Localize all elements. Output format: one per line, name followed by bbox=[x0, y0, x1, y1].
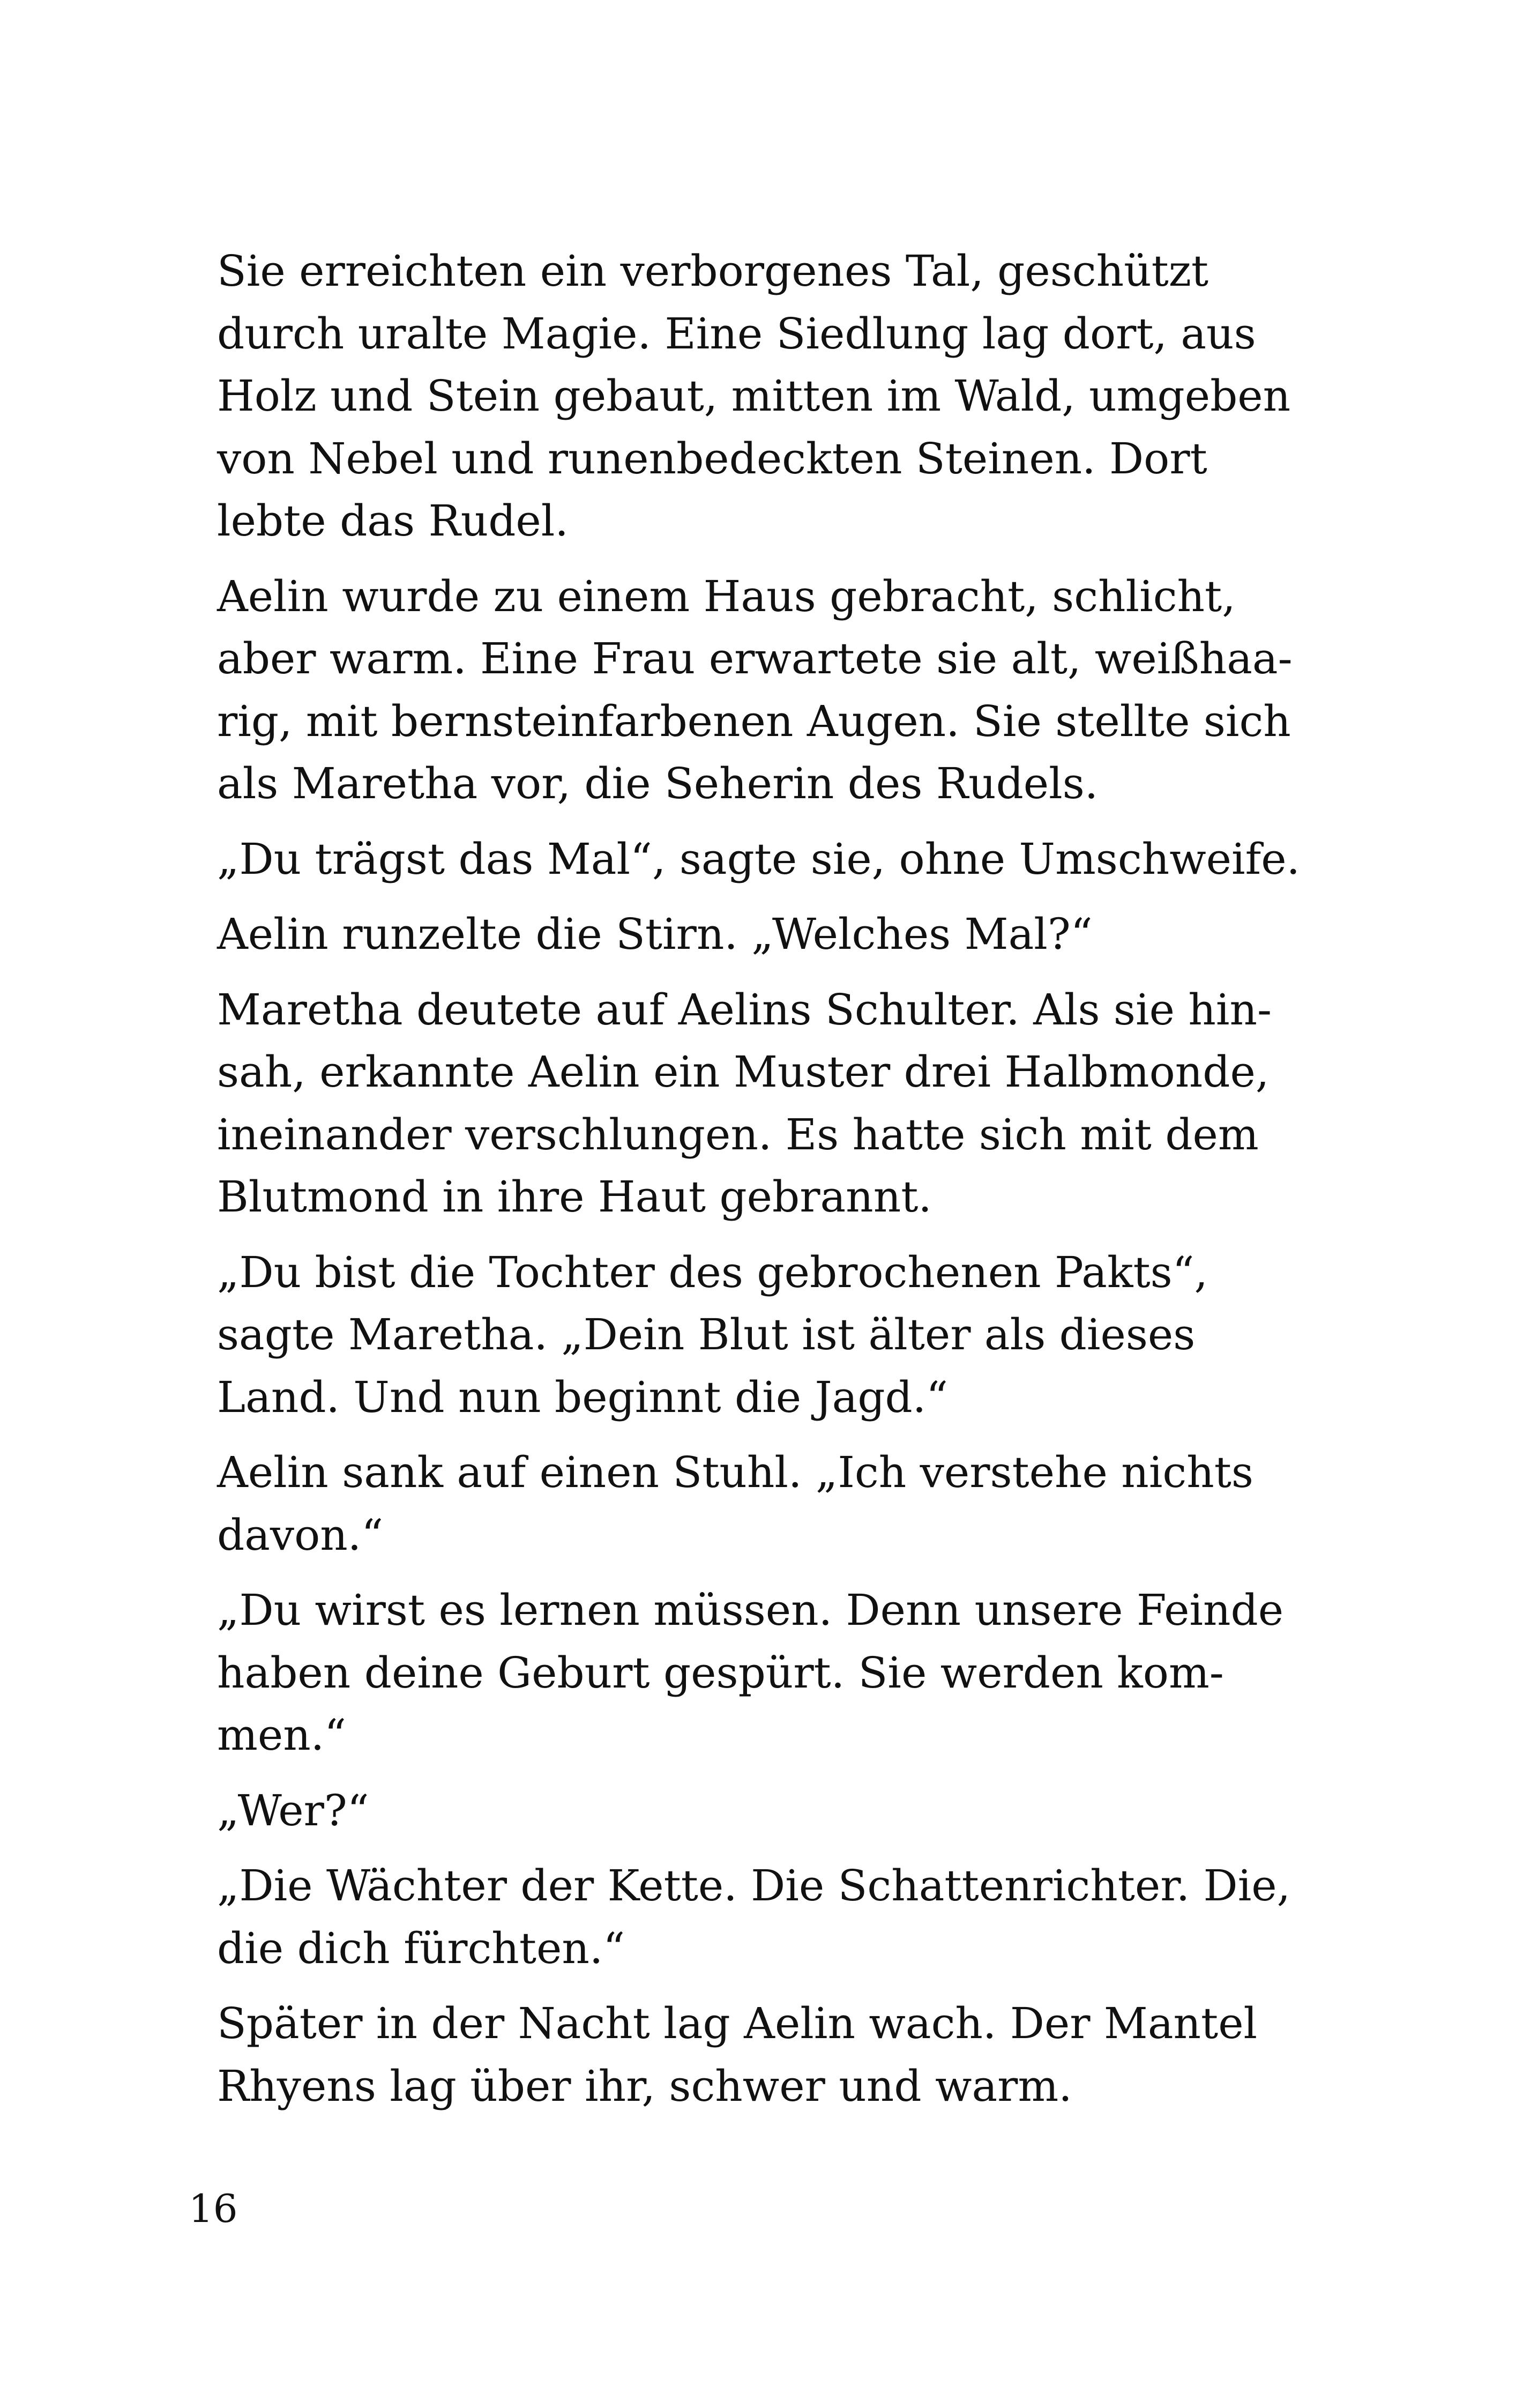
paragraph bbox=[217, 903, 1332, 966]
paragraph bbox=[217, 828, 1332, 891]
paragraph bbox=[217, 1780, 1332, 1842]
text-line: Später in der Nacht lag Aelin wach. Der Mantel bbox=[217, 1998, 1258, 2048]
text-line: davon.“ bbox=[217, 1510, 384, 1560]
paragraph bbox=[217, 1855, 1332, 1980]
text-line: aber warm. Eine Frau erwartete sie alt, weißhaa- bbox=[217, 634, 1293, 683]
text-line: Holz und Stein gebaut, mitten im Wald, umgeben bbox=[217, 371, 1291, 421]
text-line: die dich fürchten.“ bbox=[217, 1923, 625, 1973]
text-line: von Nebel und runenbedeckten Steinen. Dort bbox=[217, 433, 1207, 484]
text-line: Aelin runzelte die Stirn. „Welches Mal?“ bbox=[217, 909, 1093, 959]
text-line: „Du bist die Tochter des gebrochenen Pakts“, bbox=[217, 1247, 1208, 1297]
text-line: Sie erreichten ein verborgenes Tal, geschützt bbox=[217, 246, 1209, 296]
text-line: sagte Maretha. „Dein Blut ist älter als dieses bbox=[217, 1310, 1196, 1359]
text-line: rig, mit bernsteinfarbenen Augen. Sie stellte sich bbox=[217, 696, 1291, 746]
paragraph bbox=[217, 566, 1332, 815]
text-line: Aelin wurde zu einem Haus gebracht, schlicht, bbox=[217, 571, 1236, 621]
text-line: als Maretha vor, die Seherin des Rudels. bbox=[217, 759, 1099, 808]
paragraph bbox=[217, 1579, 1332, 1767]
text-line: sah, erkannte Aelin ein Muster drei Halbmonde, bbox=[217, 1047, 1270, 1097]
body-text bbox=[217, 240, 1332, 2130]
text-line: „Die Wächter der Kette. Die Schattenrichter. Die, bbox=[217, 1861, 1291, 1911]
text-line: men.“ bbox=[217, 1710, 347, 1760]
text-line: durch uralte Magie. Eine Siedlung lag dort, aus bbox=[217, 308, 1256, 359]
paragraph bbox=[217, 1441, 1332, 1566]
text-line: Blutmond in ihre Haut gebrannt. bbox=[217, 1172, 932, 1222]
paragraph bbox=[217, 240, 1332, 553]
text-line: Land. Und nun beginnt die Jagd.“ bbox=[217, 1372, 949, 1422]
text-line: „Wer?“ bbox=[217, 1785, 369, 1835]
text-line: lebte das Rudel. bbox=[217, 496, 569, 546]
paragraph bbox=[217, 979, 1332, 1229]
paragraph bbox=[217, 1993, 1332, 2117]
text-line: Aelin sank auf einen Stuhl. „Ich verstehe nichts bbox=[217, 1447, 1253, 1497]
text-line: „Du trägst das Mal“, sagte sie, ohne Umschweife. bbox=[217, 834, 1300, 884]
text-line: ineinander verschlungen. Es hatte sich mit dem bbox=[217, 1109, 1259, 1160]
text-line: Rhyens lag über ihr, schwer und warm. bbox=[217, 2061, 1072, 2111]
text-line: haben deine Geburt gespürt. Sie werden kom- bbox=[217, 1647, 1224, 1698]
text-line: „Du wirst es lernen müssen. Denn unsere Feinde bbox=[217, 1585, 1284, 1635]
paragraph bbox=[217, 1242, 1332, 1429]
text-line: Maretha deutete auf Aelins Schulter. Als sie hin- bbox=[217, 984, 1272, 1035]
page-number: 16 bbox=[189, 2186, 238, 2231]
